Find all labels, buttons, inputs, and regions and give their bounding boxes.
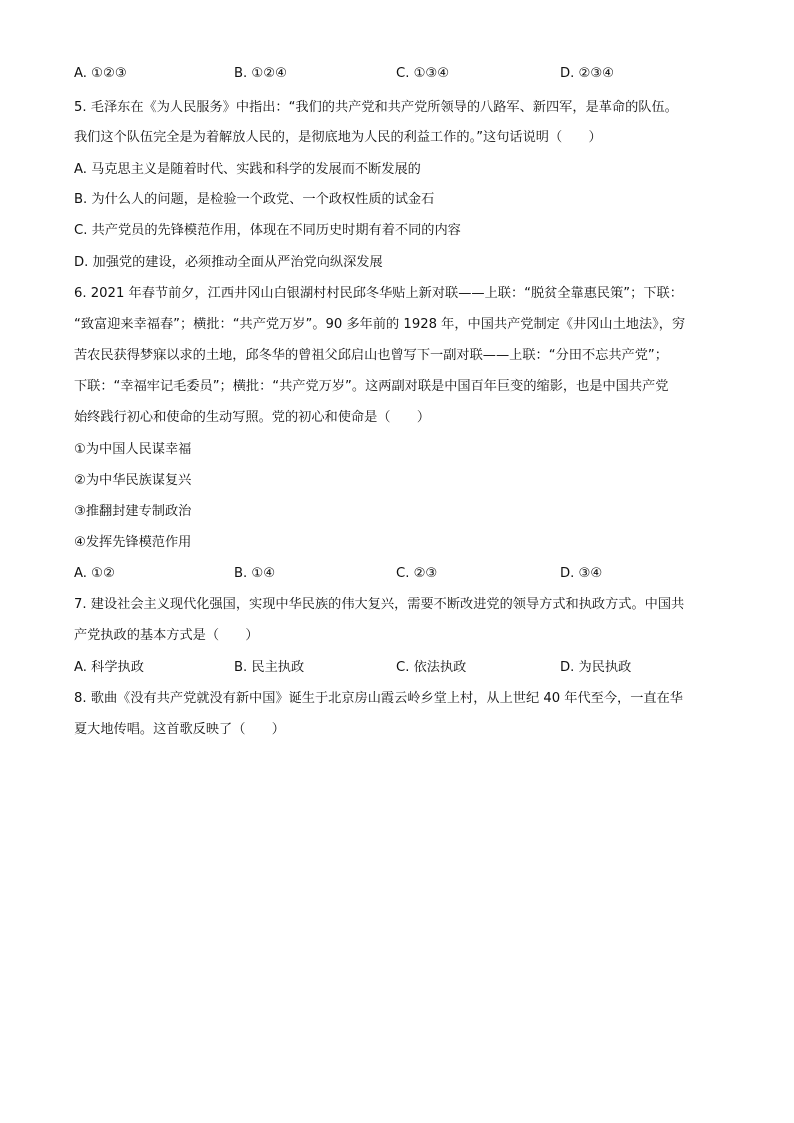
q4-option-d: D. ②③④: [560, 66, 615, 81]
q4-option-a: A. ①②③: [74, 66, 127, 81]
q4-options: [74, 64, 724, 84]
q5-option-a: A. 马克思主义是随着时代、实践和科学的发展而不断发展的: [74, 162, 421, 177]
q6-stem-line-3: 苦农民获得梦寐以求的土地，邱冬华的曾祖父邱启山也曾写下一副对联——上联：“分田不忘共产党”；: [74, 348, 668, 363]
q7-options: [74, 658, 724, 678]
q6-options: [74, 564, 724, 584]
q8-stem-line-1: 8. 歌曲《没有共产党就没有新中国》诞生于北京房山霞云岭乡堂上村，从上世纪 40 年代至今，一直在华: [74, 691, 683, 706]
q7-option-d: D. 为民执政: [560, 660, 632, 675]
q6-stem-line-5: 始终践行初心和使命的生动写照。党的初心和使命是（ ）: [74, 410, 431, 425]
q5-option-b: B. 为什么人的问题，是检验一个政党、一个政权性质的试金石: [74, 192, 435, 207]
q5-stem-line-1: 5. 毛泽东在《为人民服务》中指出：“我们的共产党和共产党所领导的八路军、新四军，是革命的队伍。: [74, 100, 678, 115]
q6-item-4: ④发挥先锋模范作用: [74, 535, 192, 550]
q7-option-b: B. 民主执政: [234, 660, 305, 675]
q6-stem-line-1: 6. 2021 年春节前夕，江西井冈山白银湖村村民邱冬华贴上新对联——上联：“脱贫全靠惠民策”；下联：: [74, 286, 683, 301]
q6-item-1: ①为中国人民谋幸福: [74, 442, 192, 457]
q6-option-b: B. ①④: [234, 566, 276, 581]
q5-option-d: D. 加强党的建设，必须推动全面从严治党向纵深发展: [74, 255, 383, 270]
q7-stem-line-1: 7. 建设社会主义现代化强国，实现中华民族的伟大复兴，需要不断改进党的领导方式和执政方式。中国共: [74, 597, 685, 612]
q5-option-c: C. 共产党员的先锋模范作用，体现在不同历史时期有着不同的内容: [74, 223, 461, 238]
q4-option-b: B. ①②④: [234, 66, 287, 81]
q6-stem-line-2: “致富迎来幸福春”；横批：“共产党万岁”。90 多年前的 1928 年，中国共产党制定《井冈山土地法》，穷: [74, 317, 686, 332]
q6-item-2: ②为中华民族谋复兴: [74, 473, 192, 488]
q6-item-3: ③推翻封建专制政治: [74, 504, 192, 519]
q6-option-c: C. ②③: [396, 566, 438, 581]
q4-option-c: C. ①③④: [396, 66, 450, 81]
q6-option-d: D. ③④: [560, 566, 603, 581]
q8-stem-line-2: 夏大地传唱。这首歌反映了（ ）: [74, 722, 285, 737]
q7-option-c: C. 依法执政: [396, 660, 467, 675]
q7-option-a: A. 科学执政: [74, 660, 144, 675]
q7-stem-line-2: 产党执政的基本方式是（ ）: [74, 628, 259, 643]
q5-stem-line-2: 我们这个队伍完全是为着解放人民的，是彻底地为人民的利益工作的。”这句话说明（ ）: [74, 130, 602, 145]
q6-stem-line-4: 下联：“幸福牢记毛委员”；横批：“共产党万岁”。这两副对联是中国百年巨变的缩影，也是中国共产党: [74, 379, 669, 394]
q6-option-a: A. ①②: [74, 566, 115, 581]
